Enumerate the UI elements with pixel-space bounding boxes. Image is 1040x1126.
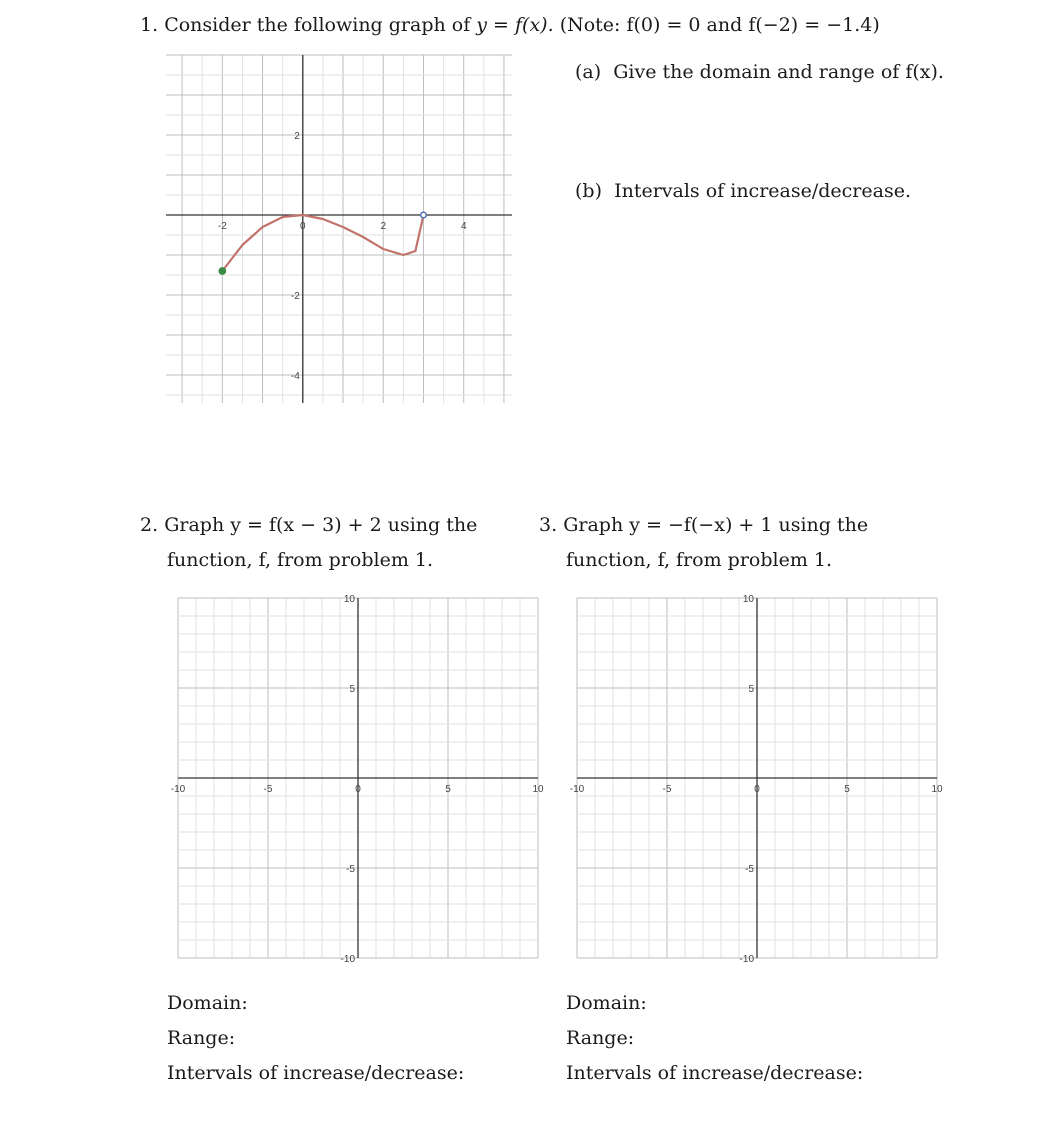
x-tick-label: 0 — [355, 784, 361, 795]
problem3-domain-label: Domain: — [566, 992, 647, 1014]
x-tick-label: 4 — [460, 221, 467, 232]
y-tick-label: -10 — [739, 954, 754, 965]
x-tick-label: 10 — [931, 784, 943, 795]
problem1-number: 1. — [140, 14, 159, 36]
x-tick-label: -10 — [569, 784, 585, 795]
problem3-grid — [569, 594, 943, 965]
problem3-line1: Graph y = −f(−x) + 1 using the — [563, 514, 869, 536]
problem1-part-b — [575, 182, 911, 201]
x-tick-label: -5 — [263, 784, 273, 795]
x-tick-label: -10 — [170, 784, 186, 795]
problem3-heading — [539, 516, 868, 535]
y-tick-label: 10 — [742, 594, 754, 605]
problem2-domain-label: Domain: — [167, 992, 248, 1014]
problem2-heading — [140, 516, 477, 535]
part-a-text: Give the domain and range of f(x). — [613, 61, 944, 83]
y-tick-label: 5 — [748, 684, 754, 695]
problem2-range-label: Range: — [167, 1027, 236, 1049]
y-tick-label: -5 — [346, 864, 355, 875]
y-tick-label: -2 — [290, 291, 300, 302]
x-tick-label: 0 — [754, 784, 760, 795]
problem1-prefix: Consider the following graph of — [164, 14, 477, 36]
x-tick-label: -2 — [217, 221, 227, 232]
x-tick-label: 5 — [445, 784, 451, 795]
problem3-number: 3. — [539, 514, 558, 536]
x-tick-label: 10 — [532, 784, 544, 795]
problem1-note: (Note: f(0) = 0 and f(−2) = −1.4) — [559, 14, 880, 36]
y-tick-label: -4 — [290, 371, 300, 382]
problem2-grid — [170, 594, 544, 965]
problem2-line2: function, f, from problem 1. — [167, 549, 434, 571]
x-tick-label: 0 — [300, 221, 306, 232]
part-b-text: Intervals of increase/decrease. — [614, 180, 911, 202]
y-tick-label: -10 — [340, 954, 355, 965]
problem1-equation: y = f(x). — [476, 14, 554, 36]
open-endpoint — [421, 212, 427, 218]
problem2-line1: Graph y = f(x − 3) + 2 using the — [164, 514, 478, 536]
y-tick-label: 2 — [294, 131, 300, 142]
y-tick-label: 5 — [349, 684, 355, 695]
problem1-part-a — [575, 63, 944, 82]
part-a-label: (a) — [575, 61, 602, 83]
problem1-graph — [166, 55, 512, 403]
y-tick-label: -5 — [745, 864, 754, 875]
x-tick-label: -5 — [662, 784, 672, 795]
part-b-label: (b) — [575, 180, 602, 202]
closed-endpoint — [219, 268, 225, 274]
x-tick-label: 5 — [844, 784, 850, 795]
problem3-intervals-label: Intervals of increase/decrease: — [566, 1062, 864, 1084]
problem3-line2: function, f, from problem 1. — [566, 549, 833, 571]
y-tick-label: 10 — [343, 594, 355, 605]
problem3-range-label: Range: — [566, 1027, 635, 1049]
x-tick-label: 2 — [380, 221, 387, 232]
problem2-number: 2. — [140, 514, 159, 536]
problem2-intervals-label: Intervals of increase/decrease: — [167, 1062, 465, 1084]
problem1-heading — [140, 16, 880, 35]
